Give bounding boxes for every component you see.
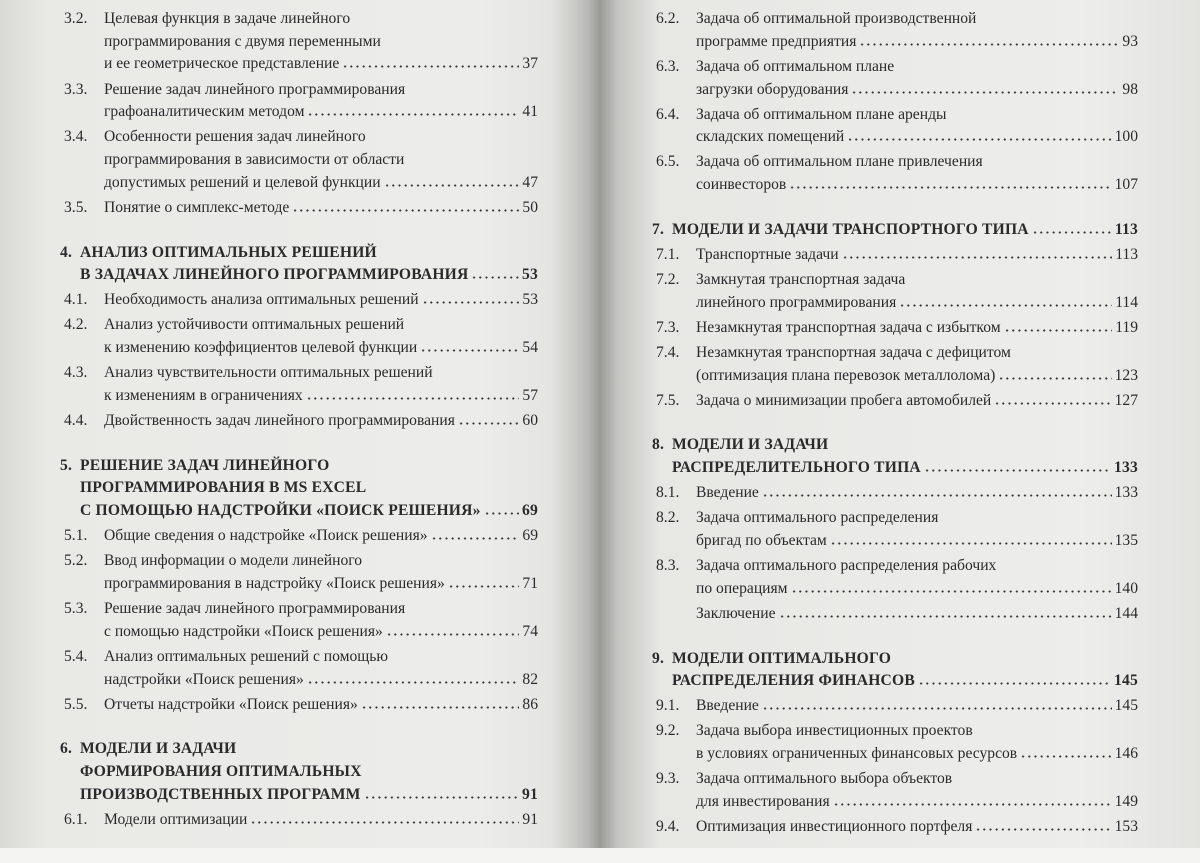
toc-entry-title-line: Задача об оптимальном плане <box>696 57 895 75</box>
dot-leader <box>847 138 1111 141</box>
dot-leader <box>899 304 1112 307</box>
toc-entry-title-line: МОДЕЛИ И ЗАДАЧИ <box>80 740 237 758</box>
toc-entry-number: 8.2. <box>656 509 680 527</box>
toc-entry-last-line <box>104 573 538 596</box>
toc-entry-last-line <box>104 669 538 692</box>
toc-page-number: 41 <box>522 103 538 121</box>
toc-page-number: 133 <box>1114 459 1138 477</box>
toc-chapter <box>652 648 1138 693</box>
toc-entry-title-line: Необходимость анализа оптимальных решений <box>104 291 419 309</box>
toc-entry-title-line: Задача оптимального распределения рабочих <box>696 557 997 575</box>
toc-page-number: 113 <box>1114 220 1138 238</box>
toc-page-number: 113 <box>1115 245 1138 263</box>
toc-page-number: 107 <box>1114 176 1138 194</box>
toc-entry-title-line: допустимых решений и целевой функции <box>104 173 381 191</box>
toc-entry <box>60 289 538 312</box>
toc-entry-number: 7.2. <box>656 270 680 288</box>
toc-page-number: 69 <box>522 527 538 545</box>
page-edge <box>0 848 1200 863</box>
toc-entry-title-line: Целевая функция в задаче линейного <box>104 10 351 27</box>
toc-entry-title-line: Ввод информации о модели линейного <box>104 552 363 570</box>
toc-entry-number: 5.1. <box>64 527 88 545</box>
dot-leader <box>307 113 519 116</box>
toc-entry-last-line <box>104 621 538 644</box>
toc-entry <box>60 809 538 832</box>
toc-entry-number: 8. <box>652 436 665 454</box>
toc-entry <box>652 720 1138 765</box>
toc-entry-number: 7.3. <box>656 318 680 336</box>
toc-entry-number: 4. <box>60 243 73 261</box>
dot-leader <box>842 256 1113 259</box>
toc-entry-last-line <box>696 126 1138 149</box>
toc-entry-title-line: Задача об оптимальном плане привлечения <box>696 153 983 171</box>
toc-entry-title-line: МОДЕЛИ ОПТИМАЛЬНОГО <box>672 649 892 667</box>
toc-chapter <box>60 738 538 806</box>
toc-page-number: 145 <box>1114 672 1138 690</box>
toc-entry-title-line: С ПОМОЩЬЮ НАДСТРОЙКИ «ПОИСК РЕШЕНИЯ» <box>80 502 481 520</box>
toc-chapter <box>652 219 1138 242</box>
dot-leader <box>384 184 520 187</box>
toc-entry-title-line: для инвестирования <box>696 792 830 810</box>
dot-leader <box>386 633 520 636</box>
toc-entry <box>652 269 1138 314</box>
toc-entry-last-line <box>672 219 1138 242</box>
toc-entry-number: 6.4. <box>656 105 680 123</box>
dot-leader <box>364 796 519 799</box>
toc-page-number: 71 <box>522 574 538 592</box>
toc-entry-title-line: Введение <box>696 484 759 502</box>
toc-entry-last-line <box>104 172 538 195</box>
toc-entry-title-line: Отчеты надстройки «Поиск решения» <box>104 695 358 713</box>
toc-entry-last-line <box>696 791 1138 814</box>
dot-leader <box>250 821 519 824</box>
toc-entry-title-line: к изменению коэффициентов целевой функции <box>104 339 418 357</box>
toc-entry <box>60 197 538 220</box>
toc-entry <box>652 56 1138 101</box>
toc-entry-title-line: ФОРМИРОВАНИЯ ОПТИМАЛЬНЫХ <box>80 763 362 781</box>
toc-entry-last-line <box>672 457 1138 480</box>
toc-entry-number: 9.1. <box>656 697 680 715</box>
toc-entry-number: 5.4. <box>64 647 88 665</box>
toc-page-number: 47 <box>522 173 538 191</box>
toc-entry <box>652 482 1138 505</box>
dot-leader <box>342 65 519 68</box>
toc-entry <box>60 525 538 548</box>
toc-entry-number: 7. <box>652 220 665 238</box>
toc-entry-number: 9. <box>652 649 665 667</box>
toc-entry <box>60 314 538 359</box>
dot-leader <box>918 682 1111 685</box>
toc-entry-number: 8.1. <box>656 484 680 502</box>
toc-entry-title-line: в условиях ограниченных финансовых ресурсов <box>696 745 1018 763</box>
toc-entry-title-line: бригад по объектам <box>696 531 827 549</box>
toc-page-number: 37 <box>522 55 538 73</box>
toc-page-number: 135 <box>1114 531 1138 549</box>
toc-entry <box>652 244 1138 267</box>
toc-entry <box>60 550 538 595</box>
dot-leader <box>420 349 519 352</box>
toc-entry-title-line: графоаналитическим методом <box>104 103 305 121</box>
toc-entry-last-line <box>80 784 538 807</box>
toc-entry-title-line: Анализ устойчивости оптимальных решений <box>104 316 405 334</box>
toc-entry-title-line: РАСПРЕДЕЛИТЕЛЬНОГО ТИПА <box>672 459 921 477</box>
toc-page-number: 145 <box>1114 697 1138 715</box>
toc-entry <box>652 555 1138 600</box>
toc-entry-number: 6.2. <box>656 10 680 27</box>
toc-entry-number: 8.3. <box>656 557 680 575</box>
toc-entry-title-line: Задача о минимизации пробега автомобилей <box>696 391 992 409</box>
toc-entry-number: 5.5. <box>64 695 88 713</box>
toc-entry-title-line: Заключение <box>696 604 776 622</box>
toc-page-number: 69 <box>522 502 538 520</box>
toc-entry-title-line: к изменениям в ограничениях <box>104 386 303 404</box>
toc-entry <box>652 695 1138 718</box>
toc-entry-title-line: Особенности решения задач линейного <box>104 128 366 146</box>
toc-entry-title-line: с помощью надстройки «Поиск решения» <box>104 622 383 640</box>
toc-entry-number: 9.2. <box>656 722 680 740</box>
toc-entry-last-line <box>696 695 1138 718</box>
toc-entry-title-line: Модели оптимизации <box>104 810 248 828</box>
toc-entry-last-line <box>696 31 1138 54</box>
toc-entry-number: 7.5. <box>656 391 680 409</box>
toc-page-number: 146 <box>1114 745 1138 763</box>
dot-leader <box>292 209 519 212</box>
toc-entry-title-line: РЕШЕНИЕ ЗАДАЧ ЛИНЕЙНОГО <box>80 456 330 474</box>
toc-page-number: 93 <box>1122 32 1138 50</box>
toc-entry-number: 9.3. <box>656 770 680 788</box>
toc-entry-title-line: Понятие о симплекс-методе <box>104 198 290 216</box>
toc-entry-number: 3.4. <box>64 128 88 146</box>
toc-page-number: 153 <box>1114 818 1138 836</box>
toc-entry-number: 3.2. <box>64 10 88 27</box>
toc-entry-title-line: Введение <box>696 697 759 715</box>
toc-entry-last-line <box>104 809 538 832</box>
dot-leader <box>830 542 1112 545</box>
toc-page-number: 53 <box>522 291 538 309</box>
toc-entry-title-line: по операциям <box>696 579 788 597</box>
toc-entry-last-line <box>696 174 1138 197</box>
toc-entry-title-line: ПРОГРАММИРОВАНИЯ В MS EXCEL <box>80 479 367 497</box>
toc-entry <box>60 126 538 194</box>
dot-leader <box>998 377 1111 380</box>
toc-entry-last-line <box>696 365 1138 388</box>
toc-entry <box>652 768 1138 813</box>
toc-entry-last-line <box>696 244 1138 267</box>
toc-page-number: 98 <box>1122 80 1138 98</box>
toc-entry-title-line: Общие сведения о надстройке «Поиск решения» <box>104 527 428 545</box>
toc-entry-title-line: Анализ чувствительности оптимальных решений <box>104 364 433 382</box>
toc-entry-title-line: РАСПРЕДЕЛЕНИЯ ФИНАНСОВ <box>672 672 915 690</box>
dot-leader <box>994 402 1111 405</box>
toc-entry-title-line: линейного программирования <box>696 293 897 311</box>
toc-left-page <box>60 8 538 834</box>
toc-entry-last-line <box>80 264 538 287</box>
toc-entry-title-line: Оптимизация инвестиционного портфеля <box>696 818 973 836</box>
toc-page-number: 91 <box>522 810 538 828</box>
toc-entry-last-line <box>104 525 538 548</box>
toc-entry-number: 3.5. <box>64 198 88 216</box>
toc-entry-title-line: программирования в зависимости от области <box>104 151 405 168</box>
dot-leader <box>306 397 520 400</box>
toc-entry <box>652 603 1138 626</box>
toc-entry-title-line: и ее геометрическое представление <box>104 55 340 73</box>
toc-entry-last-line <box>104 197 538 220</box>
dot-leader <box>779 615 1112 618</box>
toc-entry-title-line: загрузки оборудования <box>696 80 849 98</box>
toc-entry-title-line: Двойственность задач линейного программирования <box>104 411 455 429</box>
toc-entry <box>60 598 538 643</box>
dot-leader <box>762 707 1112 710</box>
toc-entry-last-line <box>104 410 538 433</box>
toc-page-number: 54 <box>522 339 538 357</box>
toc-entry-number: 4.4. <box>64 411 88 429</box>
toc-entry-title-line: программирования с двумя переменными <box>104 32 381 50</box>
dot-leader <box>307 681 520 684</box>
toc-entry-last-line <box>104 385 538 408</box>
toc-entry <box>652 507 1138 552</box>
toc-entry-last-line <box>104 694 538 717</box>
toc-entry-title-line: Задача оптимального выбора объектов <box>696 770 953 788</box>
toc-page-number: 60 <box>522 411 538 429</box>
toc-entry <box>652 317 1138 340</box>
toc-entry-last-line <box>696 603 1138 626</box>
toc-page-number: 133 <box>1114 484 1138 502</box>
dot-leader <box>833 803 1112 806</box>
toc-entry <box>60 362 538 407</box>
toc-chapter <box>60 242 538 287</box>
dot-leader <box>458 422 520 425</box>
toc-entry-number: 9.4. <box>656 818 680 836</box>
toc-entry-last-line <box>696 292 1138 315</box>
toc-page-number: 119 <box>1115 318 1138 336</box>
dot-leader <box>762 494 1112 497</box>
toc-page-number: 50 <box>522 198 538 216</box>
toc-entry-number: 3.3. <box>64 80 88 98</box>
dot-leader <box>1032 231 1112 234</box>
dot-leader <box>851 91 1119 94</box>
dot-leader <box>975 828 1111 831</box>
toc-page-number: 127 <box>1114 391 1138 409</box>
toc-page-number: 82 <box>522 670 538 688</box>
toc-entry-title-line: Задача об оптимальной производственной <box>696 10 977 27</box>
toc-entry-last-line <box>104 289 538 312</box>
toc-page-number: 74 <box>522 622 538 640</box>
toc-entry <box>652 151 1138 196</box>
toc-entry-last-line <box>696 79 1138 102</box>
toc-entry-title-line: МОДЕЛИ И ЗАДАЧИ ТРАНСПОРТНОГО ТИПА <box>672 220 1029 238</box>
toc-entry-title-line: надстройки «Поиск решения» <box>104 670 304 688</box>
dot-leader <box>471 276 519 279</box>
toc-page-number: 100 <box>1114 128 1138 146</box>
toc-entry <box>652 8 1138 53</box>
toc-entry-title-line: В ЗАДАЧАХ ЛИНЕЙНОГО ПРОГРАММИРОВАНИЯ <box>80 266 469 284</box>
toc-entry-title-line: программирования в надстройку «Поиск решения» <box>104 574 445 592</box>
toc-entry-title-line: Решение задач линейного программирования <box>104 600 406 618</box>
toc-page-number: 86 <box>522 695 538 713</box>
toc-entry-last-line <box>104 101 538 124</box>
toc-page-number: 144 <box>1114 604 1138 622</box>
toc-chapter <box>652 434 1138 479</box>
toc-page-number: 53 <box>522 266 538 284</box>
dot-leader <box>422 301 520 304</box>
dot-leader <box>789 186 1111 189</box>
toc-entry-title-line: складских помещений <box>696 128 845 146</box>
dot-leader <box>361 706 520 709</box>
toc-entry-last-line <box>672 670 1138 693</box>
toc-entry-title-line: Незамкнутая транспортная задача с дефицитом <box>696 343 1011 361</box>
toc-entry-number: 6.1. <box>64 810 88 828</box>
toc-entry-last-line <box>696 816 1138 839</box>
toc-entry-title-line: МОДЕЛИ И ЗАДАЧИ <box>672 436 829 454</box>
toc-entry-title-line: Решение задач линейного программирования <box>104 80 406 98</box>
toc-entry-last-line <box>696 390 1138 413</box>
toc-entry-number: 5.3. <box>64 600 88 618</box>
toc-entry <box>652 342 1138 387</box>
toc-entry-title-line: Незамкнутая транспортная задача с избытком <box>696 318 1001 336</box>
dot-leader <box>431 537 520 540</box>
toc-entry-last-line <box>696 578 1138 601</box>
dot-leader <box>924 469 1111 472</box>
toc-entry-last-line <box>696 482 1138 505</box>
toc-page-number: 57 <box>522 386 538 404</box>
toc-entry-number: 6.3. <box>656 57 680 75</box>
toc-entry-title-line: Транспортные задачи <box>696 245 839 263</box>
toc-entry-number: 5. <box>60 456 73 474</box>
toc-entry <box>652 104 1138 149</box>
toc-entry <box>60 8 538 76</box>
dot-leader <box>859 43 1119 46</box>
toc-entry-title-line: Задача выбора инвестиционных проектов <box>696 722 973 740</box>
toc-entry-number: 4.1. <box>64 291 88 309</box>
toc-entry <box>60 410 538 433</box>
toc-chapter <box>60 455 538 523</box>
toc-entry-last-line <box>696 317 1138 340</box>
toc-page-number: 91 <box>522 785 538 803</box>
toc-entry <box>652 816 1138 839</box>
dot-leader <box>448 585 520 588</box>
dot-leader <box>1020 755 1111 758</box>
toc-page-number: 149 <box>1114 792 1138 810</box>
toc-page-number: 114 <box>1115 293 1138 311</box>
toc-entry-title-line: Задача оптимального распределения <box>696 509 939 527</box>
toc-page-number: 123 <box>1114 366 1138 384</box>
toc-entry-number: 7.4. <box>656 343 680 361</box>
toc-entry-title-line: Задача об оптимальном плане аренды <box>696 105 947 123</box>
toc-entry-last-line <box>104 337 538 360</box>
toc-right-page <box>652 8 1138 841</box>
toc-entry-title-line: соинвесторов <box>696 176 787 194</box>
toc-entry-last-line <box>696 530 1138 553</box>
toc-entry-last-line <box>696 743 1138 766</box>
toc-entry-title-line: Анализ оптимальных решений с помощью <box>104 647 389 665</box>
toc-entry-number: 6.5. <box>656 153 680 171</box>
toc-entry-number: 6. <box>60 740 73 758</box>
toc-entry-last-line <box>80 500 538 523</box>
toc-entry-title-line: программе предприятия <box>696 32 857 50</box>
toc-entry <box>60 79 538 124</box>
toc-entry-title-line: (оптимизация плана перевозок металлолома) <box>696 366 996 384</box>
toc-entry <box>60 694 538 717</box>
toc-entry-title-line: ПРОИЗВОДСТВЕННЫХ ПРОГРАММ <box>80 785 361 803</box>
toc-page-number: 140 <box>1114 579 1138 597</box>
toc-entry-number: 5.2. <box>64 552 88 570</box>
dot-leader <box>1004 329 1113 332</box>
dot-leader <box>484 512 519 515</box>
toc-entry-number: 7.1. <box>656 245 680 263</box>
toc-entry <box>652 390 1138 413</box>
dot-leader <box>791 590 1112 593</box>
toc-entry-number: 4.2. <box>64 316 88 334</box>
toc-entry-number: 4.3. <box>64 364 88 382</box>
toc-entry-title-line: АНАЛИЗ ОПТИМАЛЬНЫХ РЕШЕНИЙ <box>80 243 377 261</box>
toc-entry-last-line <box>104 53 538 76</box>
toc-entry-title-line: Замкнутая транспортная задача <box>696 270 906 288</box>
toc-entry <box>60 646 538 691</box>
